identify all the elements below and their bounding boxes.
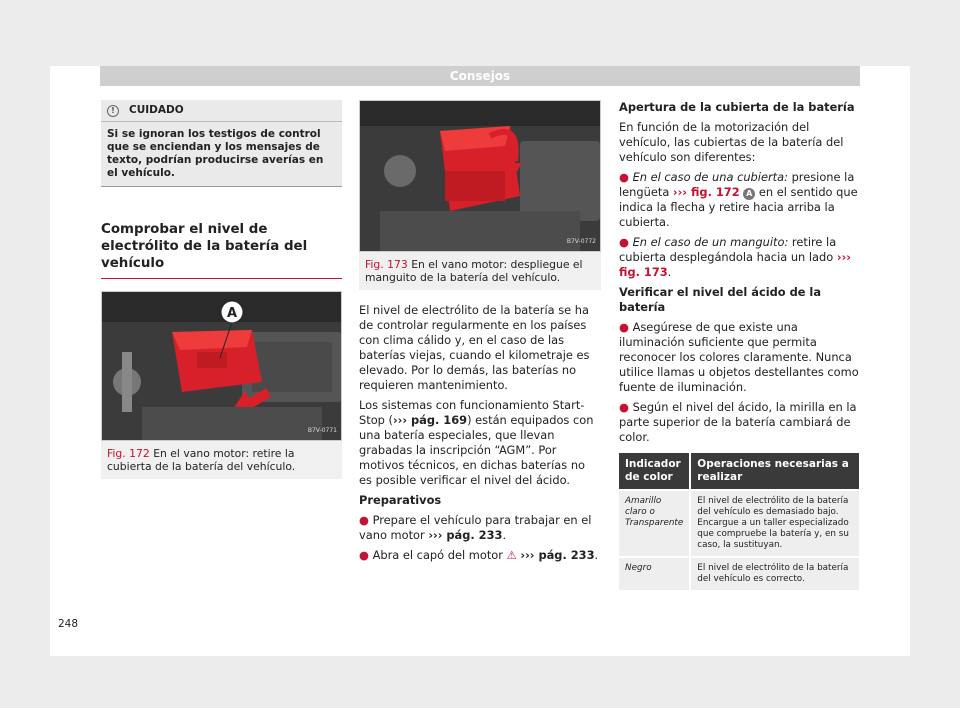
- bullet-cubierta: ● En el caso de una cubierta: presione la lengüeta ››› fig. 172 A en el sentido que indica la flecha y retire hacia arriba la cubierta.: [619, 170, 858, 229]
- page-ref-233[interactable]: ››› pág. 233: [428, 528, 503, 542]
- figure-173-code: B7V-0772: [566, 238, 596, 245]
- figure-173-image: [359, 100, 601, 252]
- fig-ref-173[interactable]: ››› fig. 173: [619, 250, 851, 279]
- caution-text: Si se ignoran los testigos de control que se enciendan y los mensajes de texto, podrían producirse averías en el vehículo.: [101, 121, 342, 186]
- figure-callout-a: A: [226, 306, 238, 321]
- figure-173-label: Fig. 173: [365, 258, 408, 271]
- bullet-icon: ●: [619, 320, 629, 334]
- bullet-iluminacion: ● Asegúrese de que existe una iluminación suficiente que permita reconocer los colores claramente. Nunca utilice llamas u objetos destellantes como fuente de iluminación.: [619, 320, 859, 394]
- exclamation-icon: !: [107, 105, 119, 117]
- warning-triangle-icon: ⚠: [506, 548, 517, 562]
- caution-title: CUIDADO: [129, 104, 184, 116]
- caution-header: [101, 100, 342, 121]
- heading-verificar: Verificar el nivel del ácido de la batería: [619, 285, 822, 314]
- engine-bay-illustration-172: [102, 292, 341, 441]
- page-header: Consejos: [100, 66, 860, 86]
- table-row: [619, 557, 859, 590]
- bullet-icon: ●: [619, 235, 629, 249]
- paragraph-2: Los sistemas con funcionamiento Start-Stop (››› pág. 169) están equipados con una batería especiales, que llevan grabadas la inscripción “AGM”. Por motivos técnicos, en dichas baterías no es posible verificar el nivel del ácido.: [359, 398, 594, 487]
- table-cell-color: Amarillo claro o Transparente: [619, 490, 690, 557]
- bullet-icon: ●: [619, 400, 629, 414]
- table-cell-color: Negro: [619, 557, 690, 590]
- engine-bay-illustration-173: [360, 101, 600, 252]
- section-title: Comprobar el nivel de electrólito de la batería del vehículo: [101, 221, 342, 279]
- figure-172-caption: Fig. 172 En el vano motor: retire la cubierta de la batería del vehículo.: [101, 441, 342, 479]
- bullet-prep-1: ● Prepare el vehículo para trabajar en el vano motor ››› pág. 233.: [359, 513, 592, 542]
- column-3: [619, 100, 860, 590]
- bullet-icon: ●: [359, 513, 369, 527]
- color-indicator-table: [619, 453, 859, 590]
- figure-172-image: [101, 291, 342, 441]
- table-row: [619, 490, 859, 557]
- column-2: [359, 100, 601, 568]
- figure-173-caption: Fig. 173 En el vano motor: despliegue el manguito de la batería del vehículo.: [359, 252, 601, 290]
- table-header-operations: Operaciones necesarias a realizar: [690, 453, 859, 490]
- table-header-indicator: Indicador de color: [619, 453, 690, 490]
- figure-173: [359, 100, 601, 290]
- figure-172-label: Fig. 172: [107, 447, 150, 460]
- page-ref-169[interactable]: ››› pág. 169: [392, 413, 468, 427]
- bullet-prep-2: ● Abra el capó del motor ⚠ ››› pág. 233.: [359, 548, 599, 562]
- paragraph-apertura: En función de la motorización del vehículo, las cubiertas de la batería del vehículo son diferentes:: [619, 120, 844, 164]
- bullet-manguito: ● En el caso de un manguito: retire la cubierta desplegándola hacia un lado ››› fig. 173.: [619, 235, 851, 279]
- preparativos-title: Preparativos: [359, 493, 442, 507]
- column-1: [101, 100, 342, 479]
- bullet-icon: ●: [619, 170, 629, 184]
- bullet-icon: ●: [359, 548, 369, 562]
- table-header-row: [619, 453, 859, 490]
- caution-box: [101, 100, 342, 187]
- fig-ref-172[interactable]: ››› fig. 172: [672, 185, 740, 199]
- page-number: 248: [58, 618, 79, 630]
- table-cell-operation: El nivel de electrólito de la batería del vehículo es correcto.: [690, 557, 859, 590]
- heading-apertura: Apertura de la cubierta de la batería: [619, 100, 855, 114]
- page-ref-233b[interactable]: ››› pág. 233: [520, 548, 595, 562]
- body-text-col2: [359, 303, 601, 563]
- bullet-mirilla: ● Según el nivel del ácido, la mirilla en la parte superior de la batería cambiará de color.: [619, 400, 857, 444]
- figure-172-code: B7V-0771: [307, 427, 337, 434]
- figure-172: [101, 291, 342, 479]
- callout-a-badge: A: [743, 188, 755, 200]
- paragraph-1: El nivel de electrólito de la batería se ha de controlar regularmente en los países con clima cálido y, en el caso de las baterías viejas, cuando el kilometraje es elevado. Por lo demás, las baterías no requieren mantenimiento.: [359, 303, 590, 392]
- table-cell-operation: El nivel de electrólito de la batería del vehículo es demasiado bajo. Encargue a un taller especializado que compruebe la batería y, en su caso, la sustituyan.: [690, 490, 859, 557]
